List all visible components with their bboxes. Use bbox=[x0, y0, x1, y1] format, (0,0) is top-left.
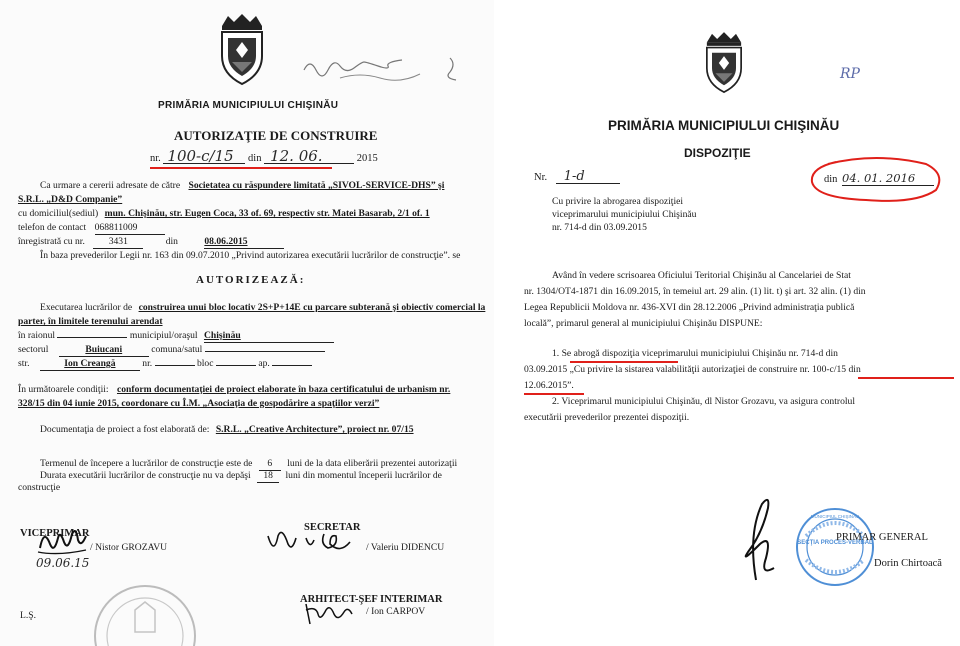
coat-of-arms-icon bbox=[214, 12, 270, 88]
raion-label: în raionul bbox=[18, 330, 56, 341]
architect-title: ARHITECT-ŞEF INTERIMAR bbox=[300, 594, 443, 605]
street-value: Ion Creangă bbox=[40, 358, 140, 371]
conditions-value-2: 328/15 din 04 iunie 2015, coordonare cu Î.M. „Asociaţia de gospodărire a spaţiilor verzi” bbox=[18, 398, 380, 409]
intro-text: Ca urmare a cererii adresate de către bbox=[40, 180, 181, 191]
street-row bbox=[18, 358, 312, 371]
red-underline-date bbox=[524, 393, 584, 395]
left-header: PRIMĂRIA MUNICIPIULUI CHIŞINĂU bbox=[158, 100, 339, 111]
term-suffix: luni de la data eliberării prezentei autorizaţii bbox=[287, 458, 458, 469]
ap-label: ap. bbox=[258, 358, 270, 369]
street-nr-label: nr. bbox=[142, 358, 153, 369]
red-underline-abrogate bbox=[570, 361, 678, 363]
term-value: 6 bbox=[259, 458, 281, 471]
sector-row bbox=[18, 344, 325, 357]
right-title: DISPOZIŢIE bbox=[684, 146, 751, 160]
vice-mayor-title: VICEPRIMAR bbox=[20, 528, 90, 539]
item1-line-1: 1. Se abrogă dispoziţia viceprimarului municipiului Chişinău nr. 714-d din bbox=[552, 348, 838, 359]
works-value-2: parter, în limitele terenului arendat bbox=[18, 316, 163, 327]
disposition-number-row bbox=[534, 170, 620, 184]
authorization-date: 12. 06. bbox=[264, 150, 354, 164]
duration-label: Durata executării lucrărilor de construcţie nu va depăşi bbox=[40, 470, 251, 481]
law-reference: În baza prevederilor Legii nr. 163 din 09.07.2010 „Privind autorizarea executării lucrărilor de construcţie”. se bbox=[40, 250, 461, 261]
address-value: mun. Chişinău, str. Eugen Coca, 33 of. 69, respectiv str. Matei Basarab, 2/1 of. 1 bbox=[104, 208, 430, 219]
secretary-name: / Valeriu DIDENCU bbox=[366, 542, 445, 553]
duration-suffix-2: construcţie bbox=[18, 482, 61, 493]
vice-mayor-name: / Nistor GROZAVU bbox=[90, 542, 168, 553]
red-underline-number bbox=[858, 377, 954, 379]
item1-line-3: 12.06.2015”. bbox=[524, 380, 574, 391]
handwritten-note-icon bbox=[300, 50, 470, 86]
project-label: Documentaţia de proiect a fost elaborată de: bbox=[40, 424, 210, 435]
phone-label: telefon de contact bbox=[18, 222, 87, 233]
secretary-title: SECRETAR bbox=[304, 522, 361, 533]
subject-line-3: nr. 714-d din 03.09.2015 bbox=[552, 222, 647, 233]
body-line-2: nr. 1304/OT4-1871 din 16.09.2015, în temeiul art. 29 alin. (1) lit. t) şi art. 32 alin. (1) din bbox=[524, 286, 866, 297]
registration-din: din bbox=[165, 236, 178, 247]
municipality-label: municipiul/oraşul bbox=[129, 330, 198, 341]
right-header: PRIMĂRIA MUNICIPIULUI CHIŞINĂU bbox=[608, 118, 840, 133]
mayor-signature-icon bbox=[726, 494, 786, 586]
authorization-number: 100-c/15 bbox=[163, 150, 245, 164]
secretary-signature-icon bbox=[264, 528, 364, 560]
body-line-3: Legea Republicii Moldova nr. 436-XVI din 28.12.2006 „Privind administraţia publică bbox=[524, 302, 855, 313]
authorizes-heading: AUTORIZEAZĂ: bbox=[196, 274, 306, 286]
disposition-date: 04. 01. 2016 bbox=[842, 172, 934, 186]
commune-label: comuna/satul bbox=[151, 344, 203, 355]
conditions-row bbox=[18, 384, 450, 396]
works-value: construirea unui bloc locativ 2S+P+14E cu parcare subterană şi obiectiv comercial la bbox=[138, 302, 486, 313]
nr-label: Nr. bbox=[534, 172, 548, 183]
applicant-name-2: S.R.L. „D&D Companie” bbox=[18, 194, 123, 205]
registration-date: 08.06.2015 bbox=[204, 236, 284, 249]
architect-name: / Ion CARPOV bbox=[366, 606, 426, 617]
blue-stamp-icon bbox=[794, 506, 876, 588]
conditions-label: În următoarele condiţii: bbox=[18, 384, 109, 395]
left-title: AUTORIZAŢIE DE CONSTRUIRE bbox=[174, 128, 378, 143]
block-blank bbox=[216, 365, 256, 366]
disposition-number: 1-d bbox=[556, 170, 620, 184]
stamp-center-text: SECŢIA PROCES-VERBAL bbox=[797, 540, 873, 546]
nr-label: nr. bbox=[150, 153, 161, 164]
sector-value: Buiucani bbox=[59, 344, 149, 357]
authorization-number-row bbox=[150, 147, 378, 165]
red-underline bbox=[150, 167, 332, 169]
item1-line-2: 03.09.2015 „Cu privire la sistarea valabilităţii autorizaţiei de construire nr. 100-c/15 din bbox=[524, 364, 861, 375]
disposition-document bbox=[494, 0, 960, 646]
raion-blank bbox=[57, 337, 127, 338]
duration-row bbox=[40, 470, 442, 483]
architect-signature-icon bbox=[302, 598, 372, 628]
block-label: bloc bbox=[196, 358, 214, 369]
item2-line-2: executării prevederilor prezentei dispoziţii. bbox=[524, 412, 690, 423]
address-label: cu domiciliul(sediul) bbox=[18, 208, 99, 219]
authorization-year: 2015 bbox=[356, 153, 378, 164]
address-row bbox=[18, 208, 430, 220]
ap-blank bbox=[272, 365, 312, 366]
duration-suffix: luni din momentul începerii lucrărilor de bbox=[285, 470, 442, 481]
project-row bbox=[40, 424, 414, 436]
works-row bbox=[40, 302, 485, 314]
stamp-top-text: MUNICIPIUL CHIŞINĂU bbox=[810, 514, 860, 519]
item2-line-1: 2. Viceprimarul municipiului Chişinău, dl Nistor Grozavu, va asigura controlul bbox=[552, 396, 855, 407]
subject-line-2: viceprimarului municipiului Chişinău bbox=[552, 209, 697, 220]
project-value: S.R.L. „Creative Architecture”, proiect nr. 07/15 bbox=[215, 424, 414, 435]
applicant-row bbox=[40, 180, 444, 192]
red-circle-annotation bbox=[806, 154, 946, 206]
term-label: Termenul de începere a lucrărilor de construcţie este de bbox=[40, 458, 253, 469]
duration-value: 18 bbox=[257, 470, 279, 483]
registration-number: 3431 bbox=[93, 236, 143, 249]
works-label: Executarea lucrărilor de bbox=[40, 302, 133, 313]
phone-row bbox=[18, 222, 165, 235]
location-row bbox=[18, 330, 334, 343]
date-label: din bbox=[824, 174, 838, 185]
rp-annotation: RP bbox=[840, 66, 860, 82]
coat-of-arms-icon bbox=[700, 30, 748, 96]
vice-mayor-date: 09.06.15 bbox=[36, 556, 90, 570]
sector-label: sectorul bbox=[18, 344, 49, 355]
applicant-name: Societatea cu răspundere limitată „SIVOL-SERVICE-DHS” şi bbox=[188, 180, 445, 191]
municipality-value: Chişinău bbox=[204, 330, 334, 343]
registration-label: înregistrată cu nr. bbox=[18, 236, 85, 247]
body-line-1: Având în vedere scrisoarea Oficiului Teritorial Chişinău al Cancelariei de Stat bbox=[552, 270, 851, 281]
vice-mayor-signature-icon bbox=[34, 524, 94, 558]
commune-blank bbox=[205, 351, 325, 352]
registration-row bbox=[18, 236, 284, 249]
street-label: str. bbox=[18, 358, 30, 369]
signer-name: Dorin Chirtoacă bbox=[874, 558, 942, 569]
phone-value: 068811009 bbox=[95, 222, 165, 235]
body-line-4: locală”, primarul general al municipiului Chişinău DISPUNE: bbox=[524, 318, 763, 329]
signer-title: PRIMAR GENERAL bbox=[836, 532, 928, 543]
conditions-value: conform documentaţiei de proiect elaborate în baza certificatului de urbanism nr. bbox=[116, 384, 451, 395]
official-seal-icon bbox=[90, 580, 200, 646]
seal-placeholder-ls: L.Ş. bbox=[20, 610, 36, 621]
date-label: din bbox=[248, 153, 262, 164]
subject-line-1: Cu privire la abrogarea dispoziţiei bbox=[552, 196, 684, 207]
street-nr-blank bbox=[155, 365, 195, 366]
